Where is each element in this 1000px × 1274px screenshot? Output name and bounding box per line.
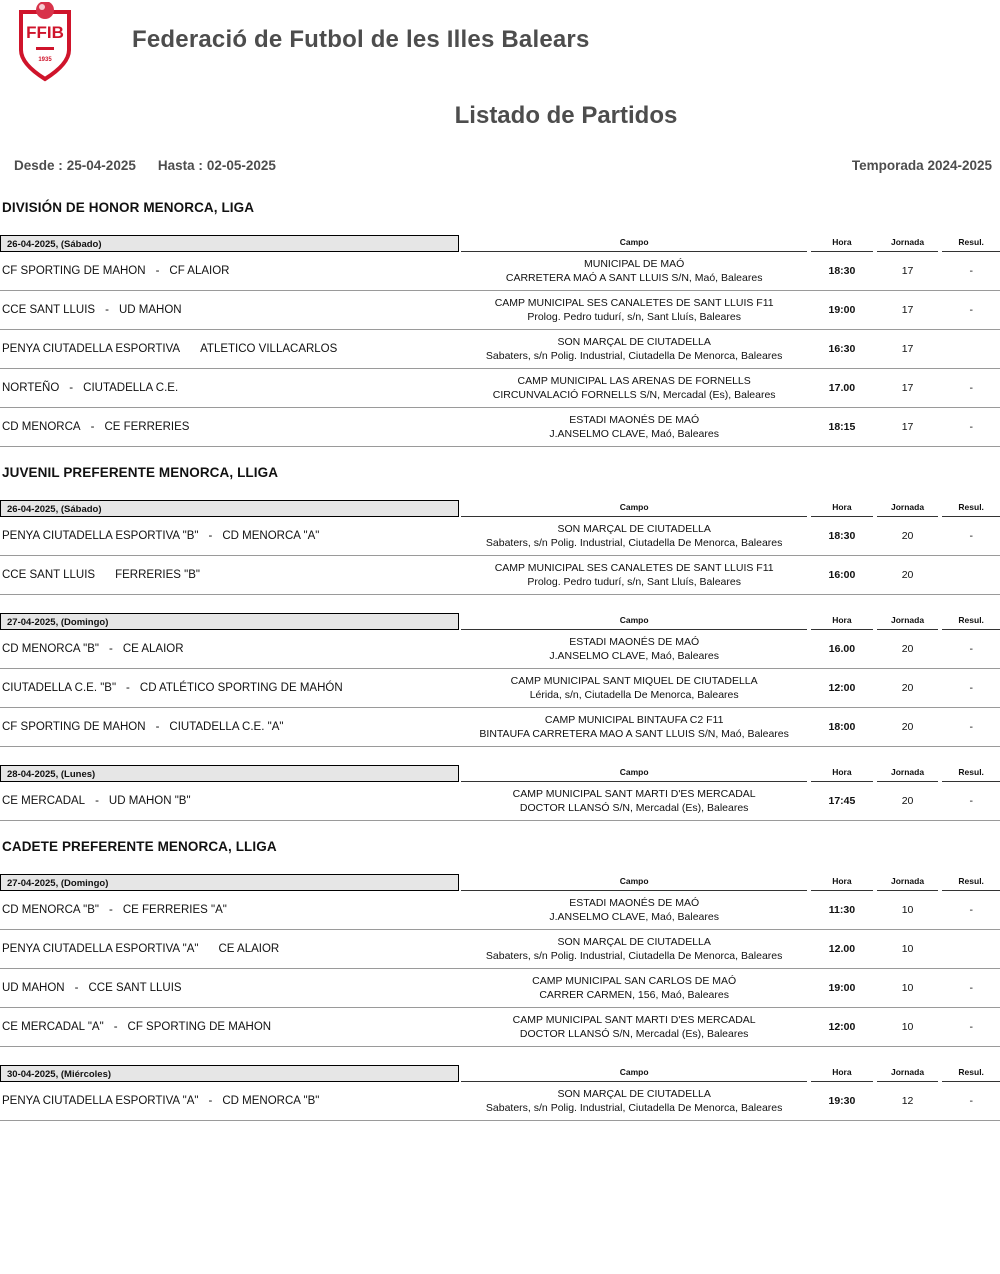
venue-address: CARRETERA MAÓ A SANT LLUIS S/N, Maó, Baleares bbox=[505, 272, 763, 284]
match-jornada: 20 bbox=[901, 721, 914, 733]
match-venue bbox=[461, 252, 807, 290]
day-header-row bbox=[0, 235, 1000, 252]
match-hora: 18:30 bbox=[828, 265, 856, 277]
competition-title: CADETE PREFERENTE MENORCA, LLIGA bbox=[2, 839, 277, 854]
away-team: UD MAHON "B" bbox=[108, 794, 191, 807]
date-range-row bbox=[0, 158, 1000, 184]
match-teams bbox=[0, 716, 461, 739]
match-resul: - bbox=[969, 382, 973, 394]
match-jornada: 20 bbox=[901, 530, 914, 542]
match-resul: - bbox=[969, 795, 973, 807]
day-block bbox=[0, 765, 1000, 821]
match-venue bbox=[461, 1082, 807, 1120]
match-hora: 19:00 bbox=[828, 304, 856, 316]
column-header-resul: Resul. bbox=[942, 502, 1000, 517]
venue-address: Sabaters, s/n Polig. Industrial, Ciutadella De Menorca, Baleares bbox=[485, 537, 783, 549]
away-team: CD ATLÉTICO SPORTING DE MAHÓN bbox=[139, 681, 343, 694]
home-team: PENYA CIUTADELLA ESPORTIVA "B" bbox=[2, 529, 199, 542]
day-header-row bbox=[0, 613, 1000, 630]
match-teams bbox=[0, 638, 461, 661]
match-teams bbox=[0, 338, 461, 361]
team-separator: - bbox=[95, 794, 99, 807]
team-separator: - bbox=[155, 720, 160, 733]
column-header-hora: Hora bbox=[811, 502, 873, 517]
venue-address: BINTAUFA CARRETERA MAO A SANT LLUIS S/N, Maó, Baleares bbox=[479, 728, 789, 740]
match-hora: 18:00 bbox=[828, 721, 856, 733]
day-block bbox=[0, 500, 1000, 595]
team-separator: - bbox=[126, 681, 130, 694]
date-range bbox=[14, 158, 298, 173]
match-resul: - bbox=[969, 982, 973, 994]
column-header-resul: Resul. bbox=[942, 876, 1000, 891]
match-hora: 16:00 bbox=[828, 569, 856, 581]
match-resul: - bbox=[969, 721, 973, 733]
team-separator: - bbox=[208, 1094, 213, 1107]
venue-name: CAMP MUNICIPAL LAS ARENAS DE FORNELLS bbox=[517, 375, 751, 387]
home-team: PENYA CIUTADELLA ESPORTIVA bbox=[2, 342, 181, 355]
venue-name: SON MARÇAL DE CIUTADELLA bbox=[557, 1088, 711, 1100]
venue-address: Sabaters, s/n Polig. Industrial, Ciutadella De Menorca, Baleares bbox=[485, 1102, 783, 1114]
match-row bbox=[0, 252, 1000, 291]
venue-name: CAMP MUNICIPAL SES CANALETES DE SANT LLUIS F11 bbox=[494, 562, 774, 574]
match-hora: 17.00 bbox=[828, 382, 856, 394]
venue-address: DOCTOR LLANSÓ S/N, Mercadal (Es), Baleares bbox=[519, 802, 749, 814]
column-header-campo: Campo bbox=[461, 876, 807, 891]
desde-label: Desde : bbox=[14, 158, 63, 173]
team-separator: - bbox=[113, 1020, 118, 1033]
home-team: CD MENORCA "B" bbox=[2, 642, 99, 655]
match-jornada: 20 bbox=[901, 569, 914, 581]
hasta-label: Hasta : bbox=[157, 158, 203, 173]
column-header-resul: Resul. bbox=[942, 237, 1000, 252]
match-resul: - bbox=[969, 1095, 973, 1107]
match-row bbox=[0, 369, 1000, 408]
venue-address: CARRER CARMEN, 156, Maó, Baleares bbox=[539, 989, 729, 1001]
match-resul: - bbox=[969, 304, 973, 316]
home-team: CD MENORCA "B" bbox=[2, 903, 99, 916]
match-row bbox=[0, 669, 1000, 708]
match-jornada: 10 bbox=[901, 943, 914, 955]
venue-address: Sabaters, s/n Polig. Industrial, Ciutadella De Menorca, Baleares bbox=[485, 950, 783, 962]
hasta-value: 02-05-2025 bbox=[206, 158, 276, 173]
day-header-row bbox=[0, 765, 1000, 782]
day-date-cell: 26-04-2025, (Sábado) bbox=[0, 500, 459, 517]
competition-block bbox=[0, 465, 1000, 821]
home-team: CE MERCADAL "A" bbox=[2, 1020, 104, 1033]
match-teams bbox=[0, 260, 461, 283]
column-header-resul: Resul. bbox=[942, 767, 1000, 782]
match-venue bbox=[461, 782, 807, 820]
match-row bbox=[0, 330, 1000, 369]
home-team: CCE SANT LLUIS bbox=[2, 303, 96, 316]
team-separator: - bbox=[108, 903, 113, 916]
match-venue bbox=[461, 969, 807, 1007]
match-resul: - bbox=[969, 643, 973, 655]
home-team: PENYA CIUTADELLA ESPORTIVA "A" bbox=[2, 942, 199, 955]
venue-name: ESTADI MAONÉS DE MAÓ bbox=[569, 636, 700, 648]
match-hora: 12.00 bbox=[828, 943, 856, 955]
day-date-cell: 28-04-2025, (Lunes) bbox=[0, 765, 459, 782]
away-team: CD MENORCA "B" bbox=[222, 1094, 320, 1107]
match-teams bbox=[0, 299, 461, 322]
match-teams bbox=[0, 416, 461, 439]
match-hora: 11:30 bbox=[828, 904, 856, 916]
away-team: UD MAHON bbox=[118, 303, 182, 316]
document-header bbox=[0, 0, 1000, 96]
match-jornada: 10 bbox=[901, 982, 914, 994]
match-jornada: 17 bbox=[901, 265, 914, 277]
team-separator: - bbox=[155, 264, 160, 277]
column-header-campo: Campo bbox=[461, 1067, 807, 1082]
match-resul: - bbox=[969, 421, 973, 433]
match-jornada: 12 bbox=[901, 1095, 914, 1107]
match-jornada: 17 bbox=[901, 343, 914, 355]
away-team: CIUTADELLA C.E. "A" bbox=[169, 720, 284, 733]
venue-address: Prolog. Pedro tudurí, s/n, Sant Lluís, Baleares bbox=[527, 311, 741, 323]
match-row bbox=[0, 708, 1000, 747]
match-teams bbox=[0, 977, 461, 1000]
away-team: CF SPORTING DE MAHON bbox=[127, 1020, 272, 1033]
column-header-jornada: Jornada bbox=[877, 615, 939, 630]
match-venue bbox=[461, 369, 807, 407]
team-separator bbox=[180, 343, 200, 355]
match-row bbox=[0, 1082, 1000, 1121]
match-venue bbox=[461, 930, 807, 968]
match-venue bbox=[461, 1008, 807, 1046]
match-jornada: 17 bbox=[901, 382, 914, 394]
venue-name: ESTADI MAONÉS DE MAÓ bbox=[569, 414, 700, 426]
match-resul: - bbox=[969, 904, 973, 916]
match-hora: 12:00 bbox=[828, 1021, 856, 1033]
venue-name: CAMP MUNICIPAL BINTAUFA C2 F11 bbox=[544, 714, 724, 726]
column-header-campo: Campo bbox=[461, 502, 807, 517]
away-team: CE FERRERIES "A" bbox=[122, 903, 227, 916]
day-block bbox=[0, 235, 1000, 447]
desde-value: 25-04-2025 bbox=[66, 158, 136, 173]
match-row bbox=[0, 891, 1000, 930]
match-row bbox=[0, 1008, 1000, 1047]
home-team: UD MAHON bbox=[2, 981, 65, 994]
match-row bbox=[0, 408, 1000, 447]
venue-address: J.ANSELMO CLAVE, Maó, Baleares bbox=[549, 428, 719, 440]
match-row bbox=[0, 969, 1000, 1008]
venue-name: CAMP MUNICIPAL SANT MARTI D'ES MERCADAL bbox=[512, 1014, 756, 1026]
match-resul: - bbox=[969, 530, 973, 542]
match-row bbox=[0, 782, 1000, 821]
day-block bbox=[0, 1065, 1000, 1121]
match-hora: 17:45 bbox=[828, 795, 856, 807]
page-title: Listado de Partidos bbox=[454, 102, 678, 129]
home-team: CF SPORTING DE MAHON bbox=[2, 264, 146, 277]
venue-name: SON MARÇAL DE CIUTADELLA bbox=[557, 336, 711, 348]
day-date-cell: 30-04-2025, (Miércoles) bbox=[0, 1065, 459, 1082]
column-header-campo: Campo bbox=[461, 237, 807, 252]
match-jornada: 10 bbox=[901, 904, 914, 916]
column-header-jornada: Jornada bbox=[877, 876, 939, 891]
competition-title: JUVENIL PREFERENTE MENORCA, LLIGA bbox=[2, 465, 279, 480]
column-header-resul: Resul. bbox=[942, 1067, 1000, 1082]
match-venue bbox=[461, 556, 807, 594]
match-teams bbox=[0, 377, 461, 400]
day-date-cell: 27-04-2025, (Domingo) bbox=[0, 613, 459, 630]
column-header-hora: Hora bbox=[811, 767, 873, 782]
competitions-list bbox=[0, 200, 1000, 1121]
match-teams bbox=[0, 564, 461, 587]
away-team: CD MENORCA "A" bbox=[222, 529, 320, 542]
match-hora: 18:15 bbox=[828, 421, 856, 433]
venue-address: CIRCUNVALACIÓ FORNELLS S/N, Mercadal (Es), Baleares bbox=[492, 389, 776, 401]
match-venue bbox=[461, 330, 807, 368]
team-separator bbox=[199, 943, 219, 955]
column-header-hora: Hora bbox=[811, 615, 873, 630]
match-hora: 19:00 bbox=[828, 982, 856, 994]
column-header-campo: Campo bbox=[461, 615, 807, 630]
federation-title: Federació de Futbol de les Illes Balears bbox=[132, 26, 590, 53]
match-row bbox=[0, 630, 1000, 669]
match-row bbox=[0, 517, 1000, 556]
column-header-jornada: Jornada bbox=[877, 767, 939, 782]
competition-block bbox=[0, 839, 1000, 1121]
away-team: FERRERIES "B" bbox=[115, 568, 200, 581]
home-team: CF SPORTING DE MAHON bbox=[2, 720, 146, 733]
match-resul: - bbox=[969, 682, 973, 694]
day-block bbox=[0, 613, 1000, 747]
match-venue bbox=[461, 630, 807, 668]
team-separator: - bbox=[108, 642, 113, 655]
match-jornada: 20 bbox=[901, 795, 914, 807]
away-team: CIUTADELLA C.E. bbox=[83, 381, 179, 394]
match-teams bbox=[0, 1016, 461, 1039]
venue-name: CAMP MUNICIPAL SAN CARLOS DE MAÓ bbox=[532, 975, 737, 987]
column-header-hora: Hora bbox=[811, 876, 873, 891]
team-separator bbox=[95, 569, 115, 581]
match-resul: - bbox=[969, 1021, 973, 1033]
match-row bbox=[0, 556, 1000, 595]
venue-address: Lérida, s/n, Ciutadella De Menorca, Baleares bbox=[529, 689, 739, 701]
away-team: CF ALAIOR bbox=[169, 264, 230, 277]
match-resul: - bbox=[969, 265, 973, 277]
day-block bbox=[0, 874, 1000, 1047]
match-hora: 12:00 bbox=[828, 682, 856, 694]
day-header-row bbox=[0, 500, 1000, 517]
match-hora: 16:30 bbox=[828, 343, 856, 355]
svg-text:FFIB: FFIB bbox=[26, 23, 64, 42]
away-team: CE FERRERIES bbox=[104, 420, 190, 433]
match-venue bbox=[461, 408, 807, 446]
team-separator: - bbox=[208, 529, 213, 542]
venue-name: ESTADI MAONÉS DE MAÓ bbox=[569, 897, 700, 909]
match-jornada: 17 bbox=[901, 421, 914, 433]
match-venue bbox=[461, 517, 807, 555]
home-team: CCE SANT LLUIS bbox=[2, 568, 96, 581]
home-team: NORTEÑO bbox=[2, 381, 60, 394]
venue-name: SON MARÇAL DE CIUTADELLA bbox=[557, 936, 711, 948]
home-team: CE MERCADAL bbox=[2, 794, 86, 807]
day-date-cell: 26-04-2025, (Sábado) bbox=[0, 235, 459, 252]
venue-address: Prolog. Pedro tudurí, s/n, Sant Lluís, Baleares bbox=[527, 576, 741, 588]
match-venue bbox=[461, 291, 807, 329]
team-separator: - bbox=[105, 303, 109, 316]
match-row bbox=[0, 291, 1000, 330]
competition-block bbox=[0, 200, 1000, 447]
home-team: CIUTADELLA C.E. "B" bbox=[2, 681, 117, 694]
match-teams bbox=[0, 1090, 461, 1113]
venue-name: MUNICIPAL DE MAÓ bbox=[583, 258, 685, 270]
day-header-row bbox=[0, 1065, 1000, 1082]
venue-name: CAMP MUNICIPAL SANT MARTI D'ES MERCADAL bbox=[512, 788, 756, 800]
day-header-row bbox=[0, 874, 1000, 891]
column-header-jornada: Jornada bbox=[877, 237, 939, 252]
match-hora: 19:30 bbox=[828, 1095, 856, 1107]
match-teams bbox=[0, 677, 461, 700]
column-header-campo: Campo bbox=[461, 767, 807, 782]
venue-name: CAMP MUNICIPAL SANT MIQUEL DE CIUTADELLA bbox=[510, 675, 758, 687]
match-jornada: 20 bbox=[901, 643, 914, 655]
venue-address: J.ANSELMO CLAVE, Maó, Baleares bbox=[549, 911, 719, 923]
column-header-hora: Hora bbox=[811, 1067, 873, 1082]
away-team: ATLETICO VILLACARLOS bbox=[200, 342, 338, 355]
venue-address: Sabaters, s/n Polig. Industrial, Ciutadella De Menorca, Baleares bbox=[485, 350, 783, 362]
column-header-hora: Hora bbox=[811, 237, 873, 252]
team-separator: - bbox=[90, 420, 95, 433]
match-jornada: 17 bbox=[901, 304, 914, 316]
away-team: CE ALAIOR bbox=[122, 642, 184, 655]
match-venue bbox=[461, 891, 807, 929]
venue-name: CAMP MUNICIPAL SES CANALETES DE SANT LLUIS F11 bbox=[494, 297, 774, 309]
match-hora: 16.00 bbox=[828, 643, 856, 655]
competition-title: DIVISIÓN DE HONOR MENORCA, LIGA bbox=[2, 200, 255, 215]
match-teams bbox=[0, 790, 461, 813]
season-label: Temporada 2024-2025 bbox=[851, 158, 992, 173]
column-header-jornada: Jornada bbox=[877, 1067, 939, 1082]
team-separator: - bbox=[74, 981, 79, 994]
match-venue bbox=[461, 669, 807, 707]
match-venue bbox=[461, 708, 807, 746]
svg-text:1935: 1935 bbox=[38, 57, 52, 63]
home-team: PENYA CIUTADELLA ESPORTIVA "A" bbox=[2, 1094, 199, 1107]
match-teams bbox=[0, 938, 461, 961]
day-date-cell: 27-04-2025, (Domingo) bbox=[0, 874, 459, 891]
match-teams bbox=[0, 899, 461, 922]
venue-address: J.ANSELMO CLAVE, Maó, Baleares bbox=[549, 650, 719, 662]
match-jornada: 20 bbox=[901, 682, 914, 694]
column-header-resul: Resul. bbox=[942, 615, 1000, 630]
away-team: CE ALAIOR bbox=[218, 942, 280, 955]
match-jornada: 10 bbox=[901, 1021, 914, 1033]
ffib-logo-icon bbox=[16, 2, 74, 82]
venue-address: DOCTOR LLANSÓ S/N, Mercadal (Es), Baleares bbox=[519, 1028, 749, 1040]
match-hora: 18:30 bbox=[828, 530, 856, 542]
match-row bbox=[0, 930, 1000, 969]
away-team: CCE SANT LLUIS bbox=[88, 981, 182, 994]
match-teams bbox=[0, 525, 461, 548]
column-header-jornada: Jornada bbox=[877, 502, 939, 517]
venue-name: SON MARÇAL DE CIUTADELLA bbox=[557, 523, 711, 535]
home-team: CD MENORCA bbox=[2, 420, 81, 433]
team-separator: - bbox=[69, 381, 74, 394]
